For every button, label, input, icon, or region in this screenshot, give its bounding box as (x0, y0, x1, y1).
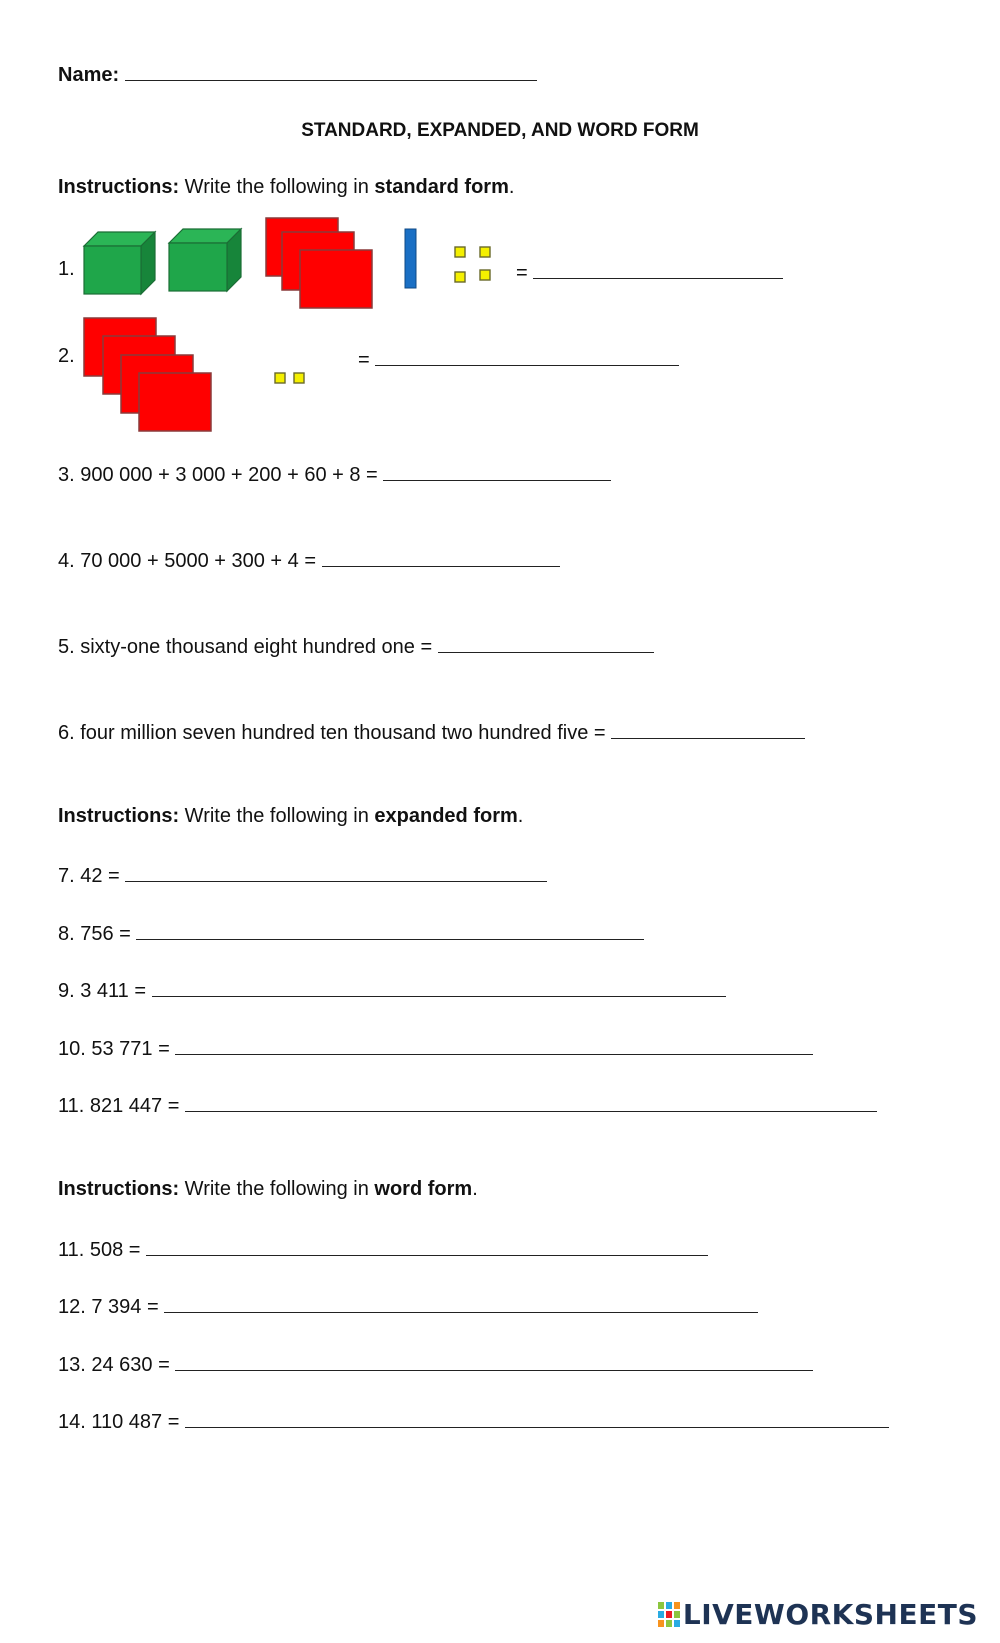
q2-base-ten-blocks (0, 310, 1000, 440)
instructions-lead: Instructions: (58, 176, 180, 198)
answer-field[interactable] (185, 1407, 889, 1428)
question-13 (58, 1350, 813, 1377)
q2-answer-field[interactable] (375, 345, 679, 366)
instructions-form: word form (374, 1178, 473, 1200)
question-text: 12. 7 394 = (58, 1296, 159, 1318)
instructions-form: standard form (374, 176, 509, 198)
answer-field[interactable] (136, 919, 644, 940)
question-11-word (58, 1235, 708, 1262)
instructions-form: expanded form (374, 805, 518, 827)
answer-field[interactable] (175, 1034, 813, 1055)
ten-rod (405, 229, 416, 288)
one-unit (455, 247, 465, 257)
answer-field[interactable] (152, 976, 726, 997)
one-unit (294, 373, 304, 383)
question-text: 14. 110 487 = (58, 1411, 180, 1433)
question-10 (58, 1034, 813, 1061)
question-text: 6. four million seven hundred ten thousand two hundred five = (58, 722, 606, 744)
hundred-flat (139, 373, 211, 431)
question-11-expanded (58, 1091, 877, 1118)
answer-field[interactable] (175, 1350, 813, 1371)
question-text: 10. 53 771 = (58, 1038, 170, 1060)
question-text: 7. 42 = (58, 865, 120, 887)
question-text: 5. sixty-one thousand eight hundred one = (58, 636, 433, 658)
answer-field[interactable] (611, 718, 805, 739)
instructions-text: Write the following in (179, 805, 375, 827)
q2-answer-line (358, 345, 679, 372)
question-4 (58, 546, 560, 573)
answer-field[interactable] (164, 1292, 758, 1313)
one-unit (275, 373, 285, 383)
question-12 (58, 1292, 758, 1319)
instructions-end: . (508, 176, 515, 198)
liveworksheets-logo (657, 1596, 978, 1632)
question-6 (58, 718, 805, 745)
question-text: 9. 3 411 = (58, 980, 147, 1002)
q1-number: 1. (58, 258, 75, 280)
instructions-text: Write the following in (179, 1178, 375, 1200)
question-text: 8. 756 = (58, 923, 131, 945)
thousand-cube (169, 229, 241, 291)
question-text: 11. 508 = (58, 1239, 141, 1261)
instructions-end: . (472, 1178, 478, 1200)
answer-field[interactable] (322, 546, 560, 567)
logo-icon (657, 1601, 681, 1627)
one-unit (480, 247, 490, 257)
hundred-flat (300, 250, 372, 308)
q1-answer-line (516, 258, 783, 285)
instructions-expanded (58, 804, 523, 828)
instructions-standard (58, 175, 514, 199)
question-7 (58, 861, 547, 888)
answer-field[interactable] (185, 1091, 877, 1112)
answer-field[interactable] (125, 861, 547, 882)
instructions-word (58, 1177, 478, 1201)
q1-answer-field[interactable] (533, 258, 783, 279)
one-unit (455, 272, 465, 282)
instructions-end: . (517, 805, 524, 827)
instructions-lead: Instructions: (58, 805, 180, 827)
name-line (58, 60, 537, 87)
answer-field[interactable] (146, 1235, 708, 1256)
question-text: 3. 900 000 + 3 000 + 200 + 60 + 8 = (58, 464, 378, 486)
logo-text: LIVEWORKSHEETS (682, 1597, 978, 1631)
question-text: 4. 70 000 + 5000 + 300 + 4 = (58, 550, 317, 572)
name-field[interactable] (125, 60, 537, 81)
one-unit (480, 270, 490, 280)
name-label: Name: (58, 64, 120, 86)
q1-equals: = (516, 262, 528, 284)
thousand-cube (84, 232, 155, 294)
answer-field[interactable] (438, 632, 654, 653)
question-3 (58, 460, 611, 487)
question-9 (58, 976, 726, 1003)
question-14 (58, 1407, 889, 1434)
worksheet-title: STANDARD, EXPANDED, AND WORD FORM (301, 120, 699, 141)
question-5 (58, 632, 654, 659)
q2-equals: = (358, 349, 370, 371)
instructions-lead: Instructions: (58, 1178, 180, 1200)
instructions-text: Write the following in (179, 176, 375, 198)
question-text: 11. 821 447 = (58, 1095, 180, 1117)
question-8 (58, 919, 644, 946)
question-text: 13. 24 630 = (58, 1354, 170, 1376)
q2-number: 2. (58, 345, 75, 367)
answer-field[interactable] (383, 460, 611, 481)
